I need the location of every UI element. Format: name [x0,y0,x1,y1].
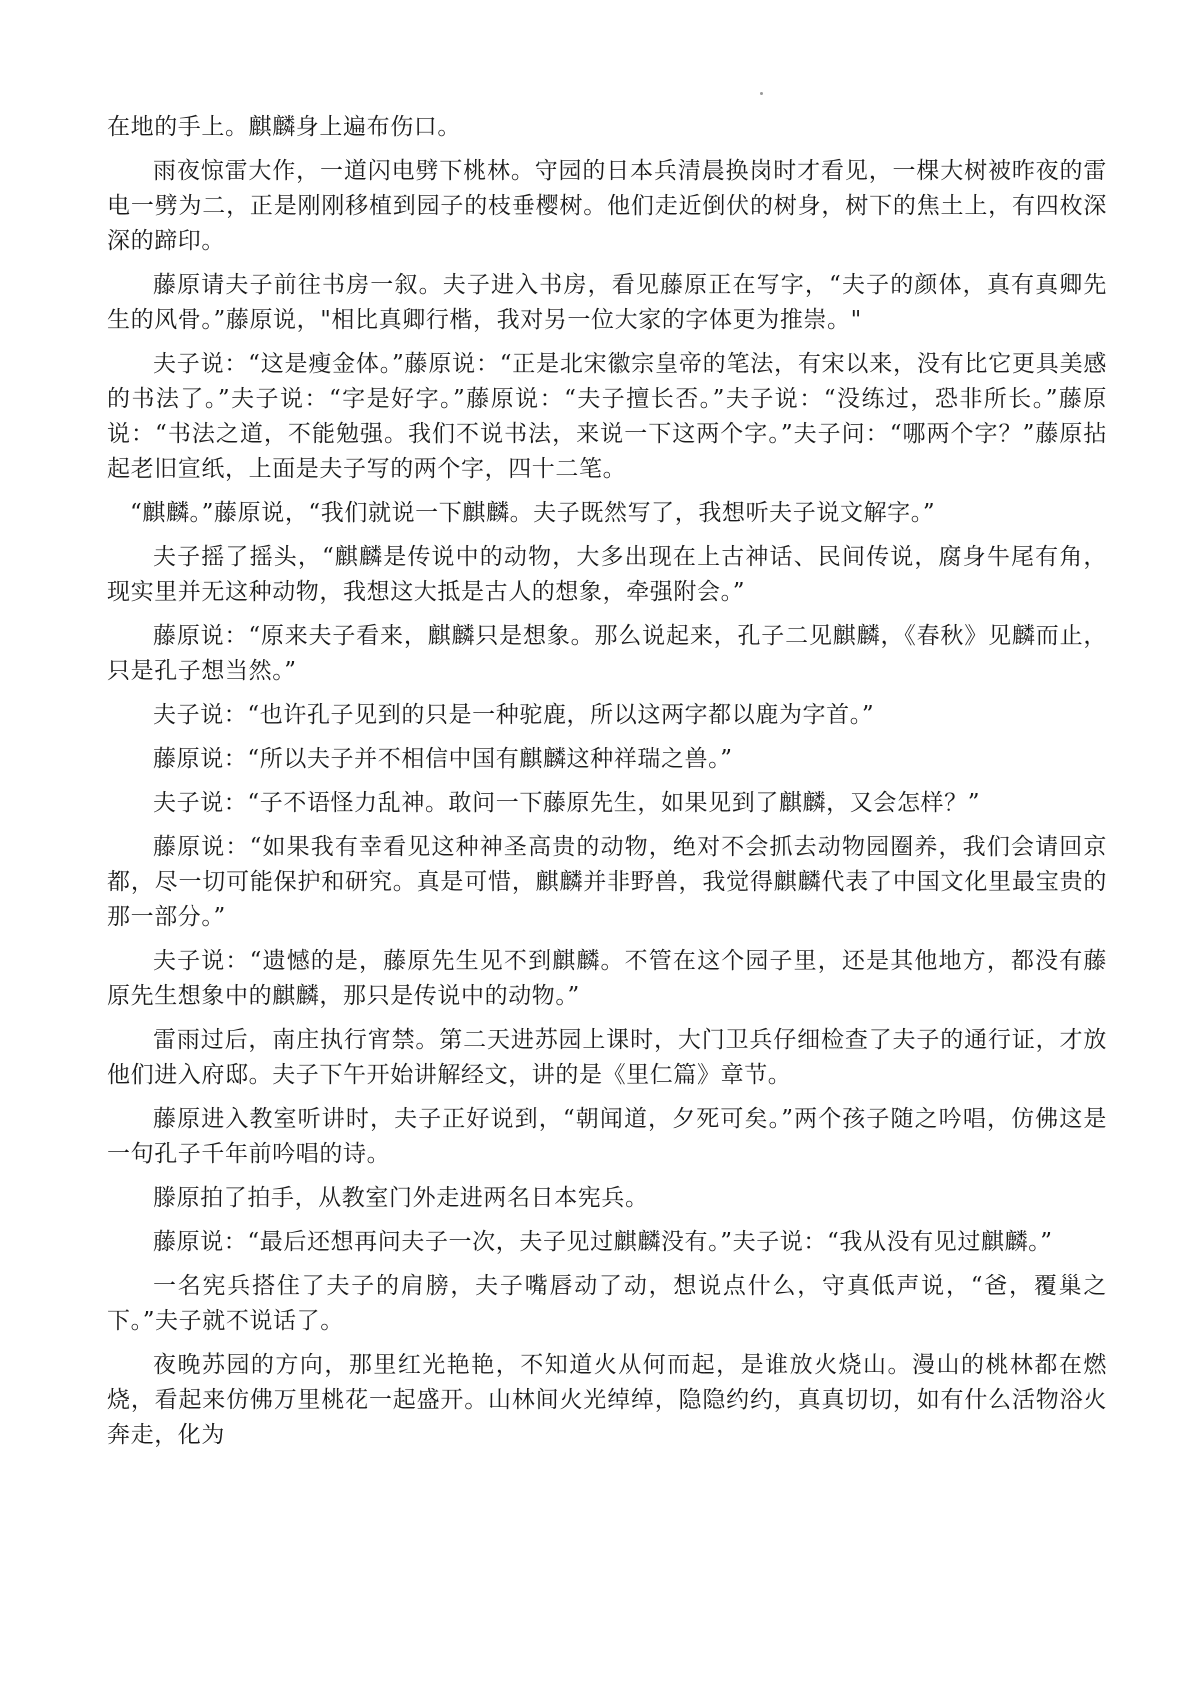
paragraph: 雨夜惊雷大作，一道闪电劈下桃林。守园的日本兵清晨换岗时才看见，一棵大树被昨夜的雷电一劈为二，正是刚刚移植到园子的枝垂樱树。他们走近倒伏的树身，树下的焦土上，有四枚深深的蹄印。 [107,158,1107,254]
paragraph: 藤原说：“如果我有幸看见这种神圣高贵的动物，绝对不会抓去动物园圈养，我们会请回京都，尽一切可能保护和研究。真是可惜，麒麟并非野兽，我觉得麒麟代表了中国文化里最宝贵的那一部分。” [107,834,1107,930]
paragraph: 夫子摇了摇头，“麒麟是传说中的动物，大多出现在上古神话、民间传说，腐身牛尾有角，现实里并无这种动物，我想这大抵是古人的想象，牵强附会。” [107,544,1107,605]
paragraph: 夜晚苏园的方向，那里红光艳艳，不知道火从何而起，是谁放火烧山。漫山的桃林都在燃烧，看起来仿佛万里桃花一起盛开。山林间火光绰绰，隐隐约约，真真切切，如有什么活物浴火奔走，化为 [107,1352,1107,1448]
paragraph: 在地的手上。麒麟身上遍布伤口。 [107,114,461,140]
paragraph: 藤原说：“最后还想再问夫子一次，夫子见过麒麟没有。”夫子说：“我从没有见过麒麟。” [153,1229,1053,1255]
document-body [107,110,1107,1453]
paragraph: 藤原说：“所以夫子并不相信中国有麒麟这种祥瑞之兽。” [153,746,733,772]
scan-dot [760,92,763,95]
paragraph: 藤原进入教室听讲时，夫子正好说到，“朝闻道，夕死可矣。”两个孩子随之吟唱，仿佛这是一句孔子千年前吟唱的诗。 [107,1106,1107,1167]
paragraph: “麒麟。”藤原说，“我们就说一下麒麟。夫子既然写了，我想听夫子说文解字。” [130,500,936,526]
paragraph: 雷雨过后，南庄执行宵禁。第二天进苏园上课时，大门卫兵仔细检查了夫子的通行证，才放他们进入府邸。夫子下午开始讲解经文，讲的是《里仁篇》章节。 [107,1027,1107,1088]
paragraph: 夫子说：“也许孔子见到的只是一种驼鹿，所以这两字都以鹿为字首。” [153,702,875,728]
paragraph: 藤原请夫子前往书房一叙。夫子进入书房，看见藤原正在写字，“夫子的颜体，真有真卿先生的风骨。”藤原说，"相比真卿行楷，我对另一位大家的字体更为推崇。" [107,272,1107,333]
paragraph: 滕原拍了拍手，从教室门外走进两名日本宪兵。 [153,1185,649,1211]
paragraph: 夫子说：“这是瘦金体。”藤原说：“正是北宋徽宗皇帝的笔法，有宋以来，没有比它更具美感的书法了。”夫子说：“字是好字。”藤原说：“夫子擅长否。”夫子说：“没练过，恐非所长。”藤原说：“书法之道，不能勉强。我们不说书法，来说一下这两个字。”夫子问：“哪两个字？”藤原拈起老旧宣纸，上面是夫子写的两个字，四十二笔。 [107,351,1107,482]
paragraph: 藤原说：“原来夫子看来，麒麟只是想象。那么说起来，孔子二见麒麟，《春秋》见麟而止，只是孔子想当然。” [107,623,1107,684]
paragraph: 一名宪兵搭住了夫子的肩膀，夫子嘴唇动了动，想说点什么，守真低声说，“爸，覆巢之下。”夫子就不说话了。 [107,1273,1107,1334]
paragraph: 夫子说：“子不语怪力乱神。敢问一下藤原先生，如果见到了麒麟，又会怎样？” [153,790,981,816]
paragraph: 夫子说：“遗憾的是，藤原先生见不到麒麟。不管在这个园子里，还是其他地方，都没有藤原先生想象中的麒麟，那只是传说中的动物。” [107,948,1107,1009]
